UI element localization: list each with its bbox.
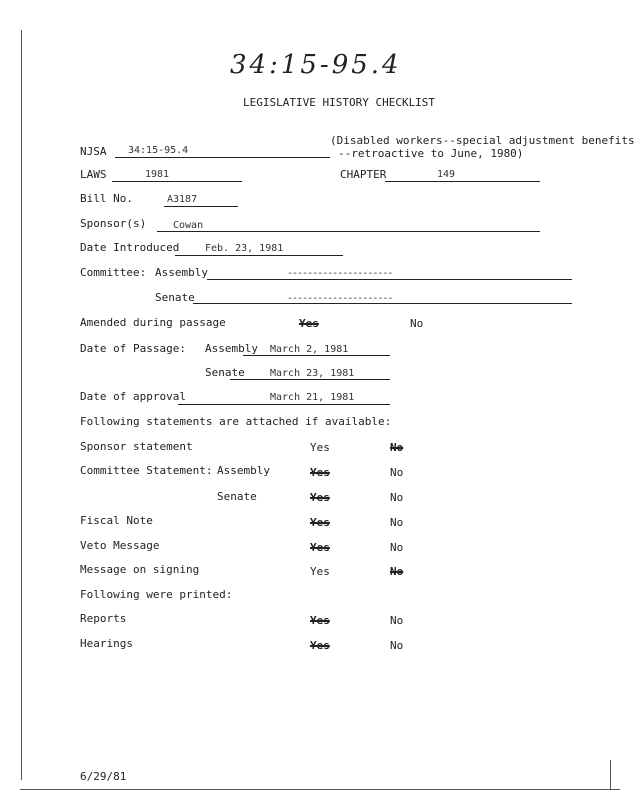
veto-message-yes: Yes — [310, 541, 330, 554]
chapter-value: 149 — [437, 169, 456, 180]
committee-statement-assembly-yes: Yes — [310, 466, 330, 479]
committee-statement-senate-label: Senate — [217, 490, 257, 503]
bill-value: A3187 — [167, 194, 198, 205]
sponsor-label: Sponsor(s) — [80, 217, 147, 230]
bill-description-line2: --retroactive to June, 1980) — [338, 147, 524, 160]
reports-yes: Yes — [310, 614, 330, 627]
reports-no: No — [390, 614, 404, 627]
passage-senate-value: March 23, 1981 — [270, 368, 355, 379]
hearings-yes: Yes — [310, 639, 330, 652]
fiscal-note-no: No — [390, 516, 404, 529]
amended-no: No — [410, 317, 424, 330]
laws-label: LAWS — [80, 168, 107, 181]
page-title: LEGISLATIVE HISTORY CHECKLIST — [243, 96, 436, 109]
laws-value: 1981 — [145, 169, 170, 180]
chapter-underline — [385, 181, 540, 182]
committee-senate-value: --------------------- — [287, 293, 393, 304]
left-margin-line — [21, 30, 22, 780]
date-approval-label: Date of approval — [80, 390, 186, 403]
committee-senate-underline — [193, 303, 572, 304]
committee-label: Committee: — [80, 266, 147, 279]
bill-description-line1: (Disabled workers--special adjustment benefits — [330, 134, 635, 147]
bottom-margin-line — [20, 789, 620, 790]
message-signing-label: Message on signing — [80, 563, 200, 576]
hearings-no: No — [390, 639, 404, 652]
date-introduced-value: Feb. 23, 1981 — [205, 243, 284, 254]
veto-message-label: Veto Message — [80, 539, 160, 552]
committee-statement-assembly-label: Assembly — [217, 464, 270, 477]
passage-assembly-label: Assembly — [205, 342, 258, 355]
bill-label: Bill No. — [80, 192, 133, 205]
committee-statement-senate-yes: Yes — [310, 491, 330, 504]
passage-senate-underline — [230, 379, 390, 380]
hearings-label: Hearings — [80, 637, 133, 650]
date-passage-label: Date of Passage: — [80, 342, 186, 355]
committee-statement-senate-no: No — [390, 491, 404, 504]
statements-heading: Following statements are attached if available: — [80, 415, 392, 428]
sponsor-underline — [157, 231, 540, 232]
message-signing-no: No — [390, 565, 404, 578]
amended-label: Amended during passage — [80, 316, 226, 329]
veto-message-no: No — [390, 541, 404, 554]
amended-yes: Yes — [299, 317, 319, 330]
date-approval-value: March 21, 1981 — [270, 392, 355, 403]
njsa-underline — [115, 157, 330, 158]
sponsor-statement-no: No — [390, 441, 404, 454]
fiscal-note-label: Fiscal Note — [80, 514, 153, 527]
chapter-label: CHAPTER — [340, 168, 387, 181]
passage-assembly-value: March 2, 1981 — [270, 344, 349, 355]
sponsor-statement-yes: Yes — [310, 441, 330, 454]
date-introduced-underline — [175, 255, 343, 256]
message-signing-yes: Yes — [310, 565, 330, 578]
committee-statement-assembly-no: No — [390, 466, 404, 479]
committee-assembly-value: --------------------- — [287, 268, 393, 279]
footer-date: 6/29/81 — [80, 770, 127, 783]
right-margin-line — [610, 760, 611, 790]
date-introduced-label: Date Introduced — [80, 241, 180, 254]
committee-assembly-label: Assembly — [155, 266, 208, 279]
njsa-value: 34:15-95.4 — [128, 145, 189, 156]
passage-senate-label: Senate — [205, 366, 245, 379]
sponsor-value: Cowan — [173, 220, 204, 231]
passage-assembly-underline — [243, 355, 390, 356]
njsa-label: NJSA — [80, 145, 107, 158]
date-approval-underline — [178, 404, 390, 405]
committee-senate-label: Senate — [155, 291, 195, 304]
handwritten-statute-number: 34:15-95.4 — [230, 50, 402, 80]
printed-heading: Following were printed: — [80, 588, 233, 601]
reports-label: Reports — [80, 612, 127, 625]
committee-assembly-underline — [207, 279, 572, 280]
sponsor-statement-label: Sponsor statement — [80, 440, 193, 453]
committee-statement-label: Committee Statement: — [80, 464, 213, 477]
laws-underline — [112, 181, 242, 182]
fiscal-note-yes: Yes — [310, 516, 330, 529]
bill-underline — [164, 206, 238, 207]
